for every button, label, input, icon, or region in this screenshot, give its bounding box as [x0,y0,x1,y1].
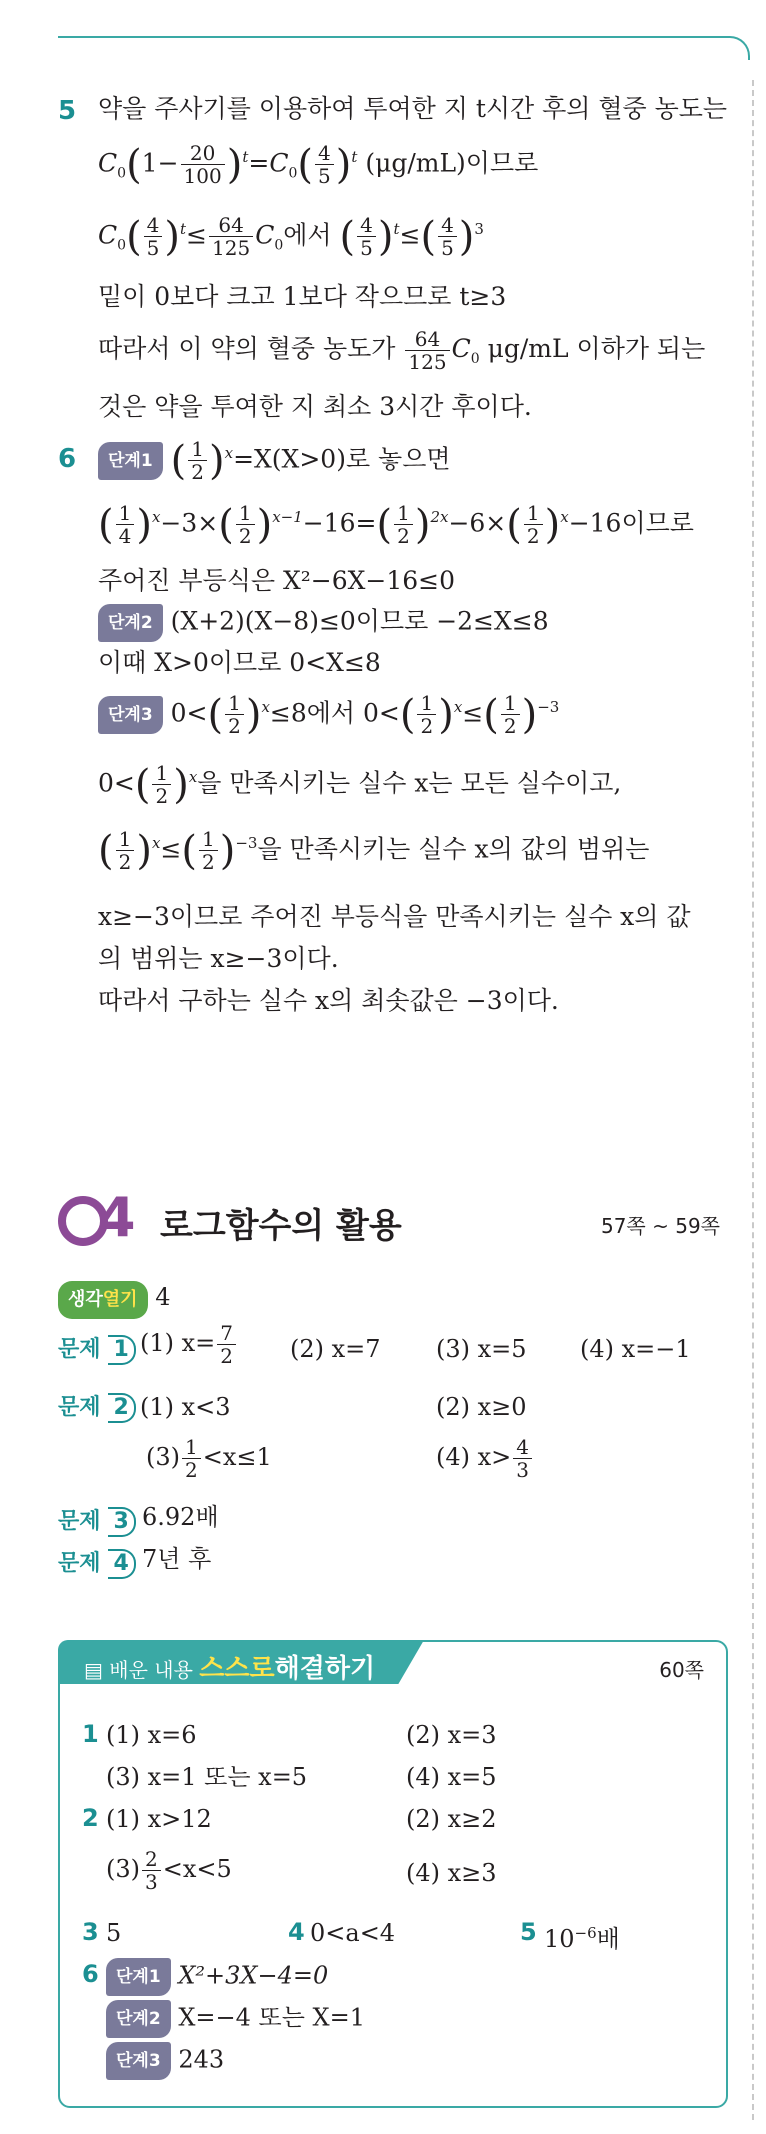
step-2-badge: 단계2 [98,604,163,642]
problem-6-line-4: 단계2 (X+2)(X−8)≤0이므로 −2≤X≤8 [98,604,549,642]
review-2-answer-3: (3) $\frac{2}{3}$ <x<5 [106,1847,232,1894]
problem-6-number: 6 [58,444,77,474]
problem-1-answer-1: (1) x= $\frac{7}{2}$ [140,1322,238,1367]
review-3-number: 3 [82,1918,99,1946]
review-3-answer: 5 [106,1919,122,1947]
step-1-badge: 단계1 [98,442,163,480]
review-5-number: 5 [520,1918,537,1946]
problem-2-answer-4: (4) x> $\frac{4}{3}$ [436,1436,534,1481]
problem-1-answer-3: (3) x=5 [436,1335,527,1363]
problem-5-number: 5 [58,96,77,126]
problem-4-answer: 7년 후 [142,1545,212,1573]
problem-6-line-11: 따라서 구하는 실수 x의 최솟값은 −3이다. [98,986,559,1015]
review-1-answer-1: (1) x=6 [106,1721,197,1749]
review-2-answer-4: (4) x≥3 [406,1859,497,1887]
section-number: 4 [98,1186,136,1249]
problem-6-line-3: 주어진 부등식은 X²−6X−16≤0 [98,566,456,595]
review-6-step-2: 단계2 X=−4 또는 X=1 [106,2000,365,2038]
review-6-number: 6 [82,1960,99,1988]
problem-5-line-4: 밑이 0보다 크고 1보다 작으므로 t≥3 [98,282,507,311]
problem-5-line-1: 약을 주사기를 이용하여 투여한 지 t시간 후의 혈중 농도는 [98,94,728,123]
problem-2-answer-1: (1) x<3 [140,1393,231,1421]
review-1-answer-4: (4) x=5 [406,1763,497,1791]
review-page: 60쪽 [659,1658,704,1682]
review-5-answer: $10^{-6}$배 [544,1924,620,1953]
think-open-badge: 생각열기 [58,1281,148,1319]
problem-6-line-5: 이때 X>0이므로 0<X≤8 [98,648,381,677]
problem-5-line-3: $C_0$( $\frac{4}{5}$ )$^t$≤ $\frac{64}{125}$ $C_0$에서 ( $\frac{4}{5}$ )$^t$≤( $\frac{4}{5}$ )$^3$ [98,213,484,261]
problem-6-line-6: 단계3 0<( $\frac{1}{2}$ )$^x$≤8에서 0<( $\frac{1}{2}$ )$^x$≤( $\frac{1}{2}$ )$^{-3}$ [98,690,559,737]
problem-1-answer-4: (4) x=−1 [580,1335,691,1363]
section-title: 로그함수의 활용 [160,1206,402,1246]
problem-5-line-6: 것은 약을 투여한 지 최소 3시간 후이다. [98,392,532,421]
problem-5-line-5: 따라서 이 약의 혈중 농도가 $\frac{64}{125}$ $C_0$ μg/mL 이하가 되는 [98,327,706,374]
problem-6-line-7: 0<( $\frac{1}{2}$ )$^x$을 만족시키는 실수 x는 모든 실수이고, [98,761,622,809]
problem-6-line-10: 의 범위는 x≥−3이다. [98,944,339,973]
review-1-number: 1 [82,1720,99,1748]
problem-6-line-8: ( $\frac{1}{2}$ )$^x$≤( $\frac{1}{2}$ )$^{-3}$을 만족시키는 실수 x의 값의 범위는 [98,827,650,875]
problem-6-line-1: 단계1 ( $\frac{1}{2}$ )$^x$=X(X>0)로 놓으면 [98,436,451,483]
step-3-badge: 단계3 [98,696,163,734]
review-box-title: ▤ 배운 내용 스스로해결하기 [84,1654,376,1684]
problem-2-answer-2: (2) x≥0 [436,1393,527,1421]
review-1-answer-3: (3) x=1 또는 x=5 [106,1763,308,1791]
problem-3-label: 문제 3 [58,1504,136,1537]
problem-4-label: 문제 4 [58,1546,136,1579]
review-6-step-1: 단계1 X²+3X−4=0 [106,1958,328,1996]
review-2-answer-2: (2) x≥2 [406,1805,497,1833]
think-open-row: 생각열기 4 [58,1280,170,1319]
review-2-number: 2 [82,1804,99,1832]
problem-5-line-2: $C_0(1-$ $\frac{20}{100}$ )$^t=C_0$( $\frac{4}{5}$ )$^t$ (μg/mL)이므로 [98,141,539,189]
problem-1-label: 문제 1 [58,1332,136,1365]
review-4-number: 4 [288,1918,305,1946]
problem-6-line-2: ( $\frac{1}{4}$ )$^x$−3×( $\frac{1}{2}$ )$^{x-1}$−16=( $\frac{1}{2}$ )$^{2x}$−6×( $\frac{1}{2}$ )$^x$−16이므로 [98,501,694,549]
problem-2-answer-3: (3) $\frac{1}{2}$ <x≤1 [146,1435,272,1482]
problem-1-answer-2: (2) x=7 [290,1335,381,1363]
section-pages: 57쪽 ~ 59쪽 [600,1214,720,1238]
page-margin-dashes [752,80,754,2120]
review-2-answer-1: (1) x>12 [106,1805,212,1833]
notebook-icon: ▤ [84,1658,103,1682]
problem-3-answer: 6.92배 [142,1503,219,1531]
review-6-step-3: 단계3 243 [106,2042,224,2080]
top-border [58,36,750,60]
review-4-answer: 0<a<4 [310,1919,396,1947]
problem-6-line-9: x≥−3이므로 주어진 부등식을 만족시키는 실수 x의 값 [98,902,691,931]
problem-2-label: 문제 2 [58,1390,136,1423]
review-1-answer-2: (2) x=3 [406,1721,497,1749]
